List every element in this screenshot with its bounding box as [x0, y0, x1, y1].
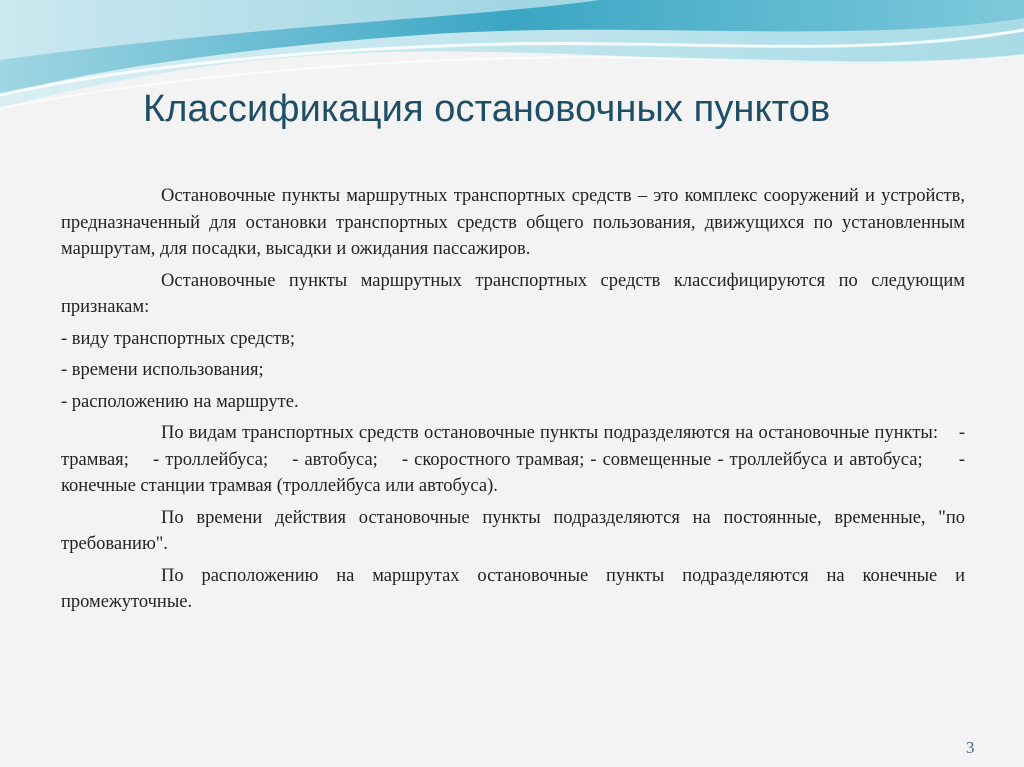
list-item-usage-time: - времени использования; [61, 360, 264, 380]
slide-body [61, 183, 970, 621]
paragraph-by-location: По расположению на маршрутах остановочные пункты подразделяются на конечные и промежуточные. [61, 565, 965, 612]
paragraph-classification-intro: Остановочные пункты маршрутных транспортных средств классифицируются по следующим признакам: [61, 270, 965, 317]
paragraph-definition: Остановочные пункты маршрутных транспортных средств – это комплекс сооружений и устройств, предназначенный для остановки транспортных средств общего пользования, движущихся по установленным маршрутам, для посадки, высадки и ожидания пассажиров. [61, 186, 965, 259]
paragraph-by-vehicle-type: По видам транспортных средств остановочные пункты подразделяются на остановочные пункты: - трамвая; - троллейбуса; - автобуса; - скоростного трамвая; - совмещенные - троллейбуса и автобуса; - конечные станции трамвая (троллейбуса или автобуса). [61, 423, 970, 496]
paragraph-by-time: По времени действия остановочные пункты подразделяются на постоянные, временные, "по требованию". [61, 507, 965, 554]
page-number: 3 [966, 738, 975, 757]
list-item-vehicle-type: - виду транспортных средств; [61, 328, 296, 349]
list-item-route-position: - расположению на маршруте. [61, 391, 299, 412]
slide-title: Классификация остановочных пунктов [143, 88, 831, 130]
